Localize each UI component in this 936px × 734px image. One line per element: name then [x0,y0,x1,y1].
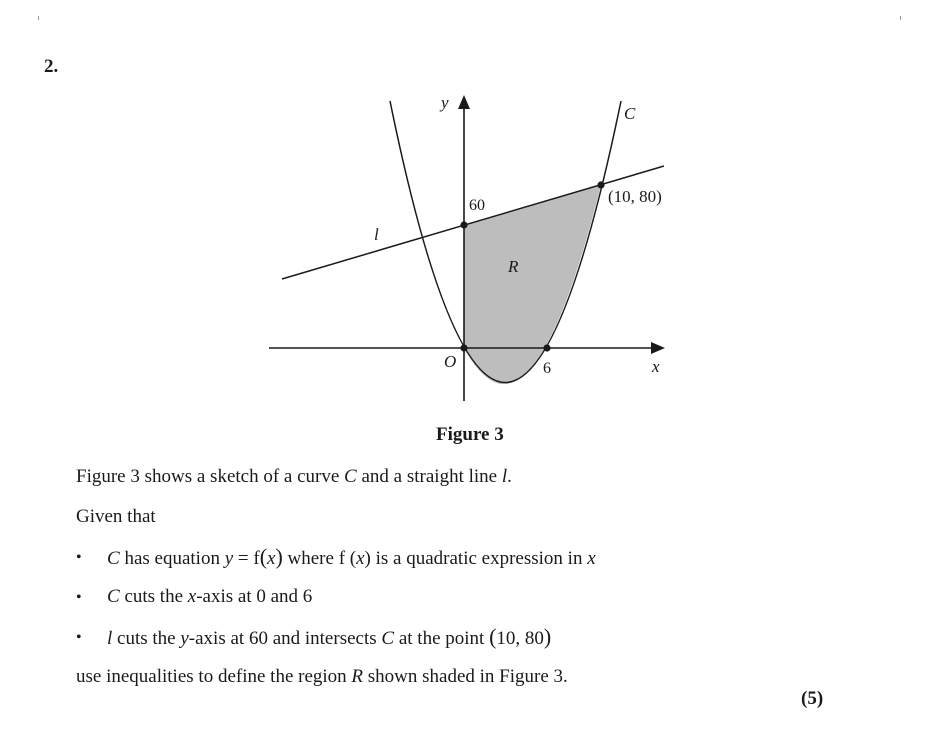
figure-caption: Figure 3 [436,424,504,445]
x-axis-label: x [652,357,660,376]
point-x-intercept-6 [543,344,550,351]
region-r-shading [464,185,601,384]
point-intersection [597,181,604,188]
intersection-label: (10, 80) [608,187,662,206]
bullet-icon: • [76,549,82,566]
bullet-x-axis-cuts: C cuts the x-axis at 0 and 6 [107,586,313,607]
bullet-line-intersection: l cuts the y-axis at 60 and intersects C at the point (10, 80) [107,624,552,649]
y-axis-arrow-icon [458,95,470,109]
line-l-label: l [374,225,379,244]
question-number: 2. [44,56,59,77]
origin-label: O [444,352,457,371]
point-y-intercept-60 [460,221,467,228]
final-instruction: use inequalities to define the region R shown shaded in Figure 3. [76,666,568,687]
region-r-label: R [508,257,519,276]
bullet-icon: • [76,589,82,606]
intro-sentence: Figure 3 shows a sketch of a curve C and a straight line l. [76,466,512,487]
given-that-text: Given that [76,506,156,527]
y-axis-label: y [441,93,449,112]
point-origin [460,344,467,351]
x-axis-arrow-icon [651,342,665,354]
bullet-icon: • [76,629,82,646]
curve-c-label: C [624,104,636,123]
bullet-curve-equation: C has equation y = f(x) where f (x) is a quadratic expression in x [107,544,596,569]
marks-label: (5) [801,688,824,709]
x-intercept-label: 6 [543,360,551,377]
y-intercept-label: 60 [469,197,485,214]
